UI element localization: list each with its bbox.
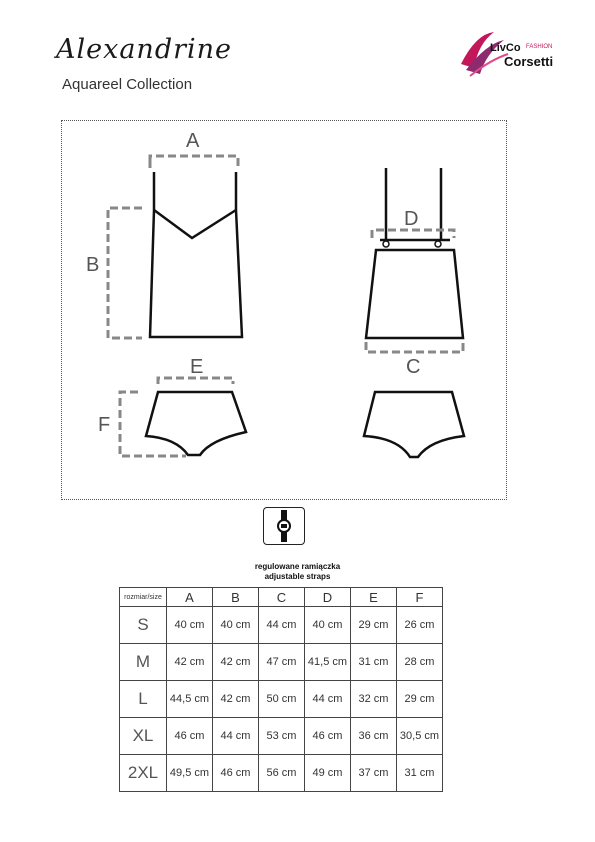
measure-cell: 30,5 cm	[397, 718, 443, 755]
strap-caption	[0, 562, 595, 582]
size-cell: S	[120, 607, 167, 644]
table-row	[120, 681, 443, 718]
table-row	[120, 644, 443, 681]
measure-cell: 46 cm	[213, 755, 259, 792]
measure-cell: 44 cm	[213, 718, 259, 755]
measure-cell: 36 cm	[351, 718, 397, 755]
size-cell: XL	[120, 718, 167, 755]
measure-cell: 31 cm	[351, 644, 397, 681]
measure-cell: 42 cm	[213, 681, 259, 718]
column-header-e: E	[351, 588, 397, 607]
label-e: E	[190, 356, 204, 378]
measure-cell: 46 cm	[167, 718, 213, 755]
strap-caption-en: adjustable straps	[264, 572, 331, 581]
label-d: D	[404, 208, 419, 230]
size-table-corner: rozmiar/size	[120, 588, 167, 607]
column-header-b: B	[213, 588, 259, 607]
measure-cell: 46 cm	[305, 718, 351, 755]
measure-cell: 42 cm	[213, 644, 259, 681]
size-table-header	[120, 588, 443, 607]
measure-cell: 49 cm	[305, 755, 351, 792]
size-table	[119, 587, 443, 792]
measure-cell: 49,5 cm	[167, 755, 213, 792]
measure-cell: 26 cm	[397, 607, 443, 644]
table-row	[120, 755, 443, 792]
brand-name-line1: LivCo	[490, 42, 521, 54]
measure-cell: 28 cm	[397, 644, 443, 681]
measure-cell: 29 cm	[351, 607, 397, 644]
measure-cell: 41,5 cm	[305, 644, 351, 681]
size-cell: 2XL	[120, 755, 167, 792]
label-b: B	[86, 254, 100, 276]
strap-caption-pl: regulowane ramiączka	[254, 562, 341, 571]
measure-cell: 44 cm	[305, 681, 351, 718]
size-cell: M	[120, 644, 167, 681]
measure-cell: 42 cm	[167, 644, 213, 681]
label-f: F	[98, 414, 111, 436]
size-cell: L	[120, 681, 167, 718]
product-title: Alexandrine	[56, 34, 233, 65]
measure-cell: 47 cm	[259, 644, 305, 681]
measure-cell: 29 cm	[397, 681, 443, 718]
measure-cell: 40 cm	[167, 607, 213, 644]
chemise-back-drawing	[366, 168, 463, 338]
brand-name-line2: Corsetti	[504, 54, 554, 69]
label-c: C	[406, 356, 421, 378]
collection-name: Aquareel Collection	[62, 76, 193, 93]
table-row	[120, 607, 443, 644]
column-header-f: F	[397, 588, 443, 607]
briefs-back-drawing	[364, 392, 464, 457]
measure-cell: 37 cm	[351, 755, 397, 792]
measure-cell: 40 cm	[305, 607, 351, 644]
column-header-d: D	[305, 588, 351, 607]
adjustable-strap-icon	[263, 507, 305, 545]
measure-cell: 32 cm	[351, 681, 397, 718]
chemise-front-drawing	[150, 172, 242, 337]
measure-cell: 56 cm	[259, 755, 305, 792]
label-a: A	[186, 130, 200, 152]
measure-cell: 50 cm	[259, 681, 305, 718]
measure-cell: 53 cm	[259, 718, 305, 755]
measurement-guides	[108, 156, 463, 456]
measure-cell: 44,5 cm	[167, 681, 213, 718]
table-row	[120, 718, 443, 755]
measure-cell: 44 cm	[259, 607, 305, 644]
briefs-front-drawing	[146, 392, 246, 455]
measure-cell: 40 cm	[213, 607, 259, 644]
column-header-c: C	[259, 588, 305, 607]
column-header-a: A	[167, 588, 213, 607]
brand-fashion-tag: FASHION	[526, 44, 553, 50]
measure-cell: 31 cm	[397, 755, 443, 792]
